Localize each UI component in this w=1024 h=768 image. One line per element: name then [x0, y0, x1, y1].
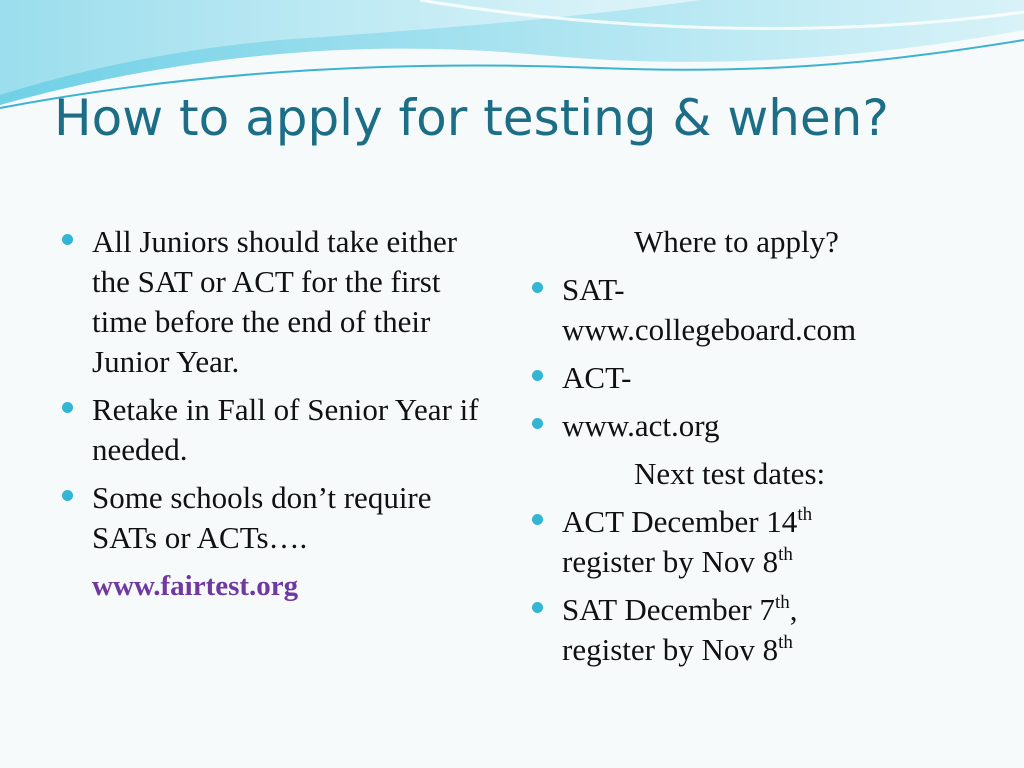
slide-title: How to apply for testing & when? — [54, 89, 889, 147]
sat-register-sup: th — [778, 632, 793, 653]
bullet-act-site[interactable]: www.act.org — [532, 406, 1002, 446]
act-date-sup: th — [797, 504, 813, 525]
bullet-some-schools: Some schools don’t require SATs or ACTs…. — [62, 478, 502, 558]
act-date-text: ACT December 14 — [562, 504, 798, 539]
act-register-sup: th — [778, 544, 793, 565]
bullet-juniors: All Juniors should take either the SAT or ACT for the first time before the end of their Junior Year. — [62, 222, 502, 382]
sat-date-tail: , — [789, 592, 798, 627]
bullet-sat-date — [532, 590, 1002, 670]
left-column — [62, 222, 502, 608]
bullet-retake: Retake in Fall of Senior Year if needed. — [62, 390, 502, 470]
sat-register-text: register by Nov 8 — [562, 632, 779, 667]
sat-label: SAT- — [562, 272, 625, 307]
bullet-act-label: ACT- — [532, 358, 1002, 398]
bullet-sat-site — [532, 270, 1002, 350]
next-test-dates-heading: Next test dates: — [634, 456, 826, 491]
fairtest-link[interactable]: www.fairtest.org — [92, 570, 299, 602]
sat-date-text: SAT December 7 — [562, 592, 775, 627]
right-column — [532, 222, 1002, 670]
act-register-text: register by Nov 8 — [562, 544, 779, 579]
bullet-act-date — [532, 502, 1002, 582]
sat-date-sup: th — [774, 592, 790, 613]
collegeboard-link[interactable]: www.collegeboard.com — [562, 312, 857, 347]
where-to-apply-heading: Where to apply? — [634, 224, 839, 259]
